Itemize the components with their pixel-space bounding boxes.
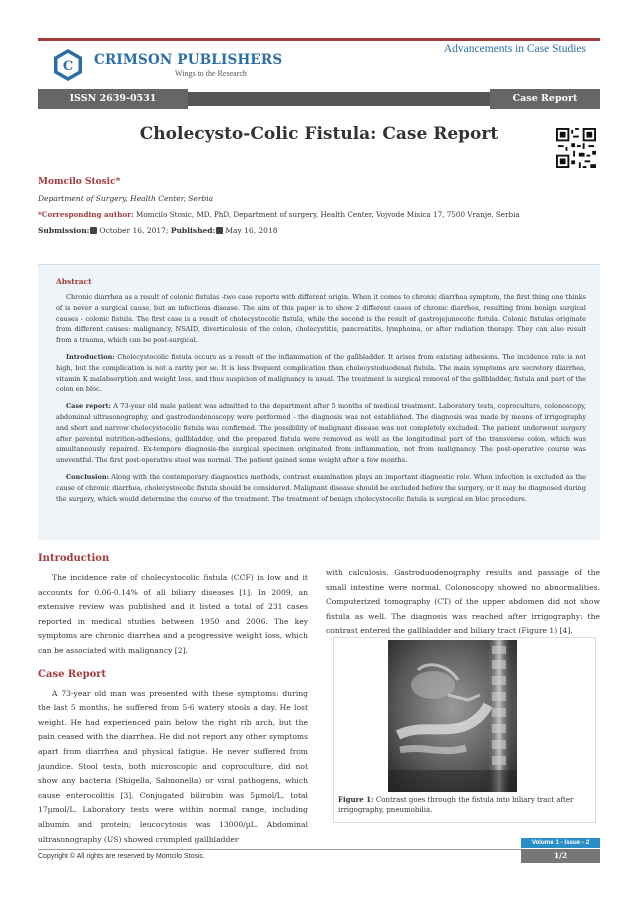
article-dates [38,226,278,235]
calendar-icon [216,227,223,234]
publisher-tagline: Wings to the Research [175,69,247,78]
case-report-text: A 73-year old man was presented with these symptoms: during the last 5 months, he suffered from 5-6 watery stools a day. He lost weight. He had experienced pain below the right rib arch, but the pain ceased with the diarrhea. He did not report any other symptoms apart from diarrhea and physical fatigue. He never suffered from jaundice. Stool tests, both microscopic and coproculture, did not show any bacteria (Shigella, Salmonella) or viral pathogens, which cause enterocolitis [3]. Conjugated bilirubin was 5µmol/L, total 17µmol/L. Laboratory tests were within normal range, including albumin and protein; leucocytosis was 13000/µL. Abdominal ultrasonography (US) showed crumpled gallbladder [38,688,308,844]
qr-code-icon [556,128,596,168]
crimson-logo-icon [52,48,84,82]
corresponding-author-label: *Corresponding author: [38,210,134,219]
abstract-conclusion-text: Along with the contemporary diagnostics methods, contrast examination plays an important diagnostic role. When infection is excluded as the cause of chronic diarrhea, cholecystocolic fistula should be considered. Malignant disease should be excluded before the surgery, or it may be diagnosed during the surgery, which would determine the course of the treatment. The treatment of benign cholecystocolic fistula is surgical en bloc procedure. [56,472,586,503]
left-column [38,553,308,847]
submission-label: Submission: [38,226,90,235]
publisher-name: CRIMSON PUBLISHERS [94,52,283,68]
svg-text:C: C [62,59,74,74]
published-date: May 16, 2018 [225,226,278,235]
corresponding-author-text: Momcilo Stosic, MD, PhD, Department of surgery, Health Center, Vojvode Misica 17, 7500 Vranje, Serbia [135,210,520,219]
journal-name: Advancements in Case Studies [443,43,586,55]
abstract-heading: Abstract [56,277,92,286]
xray-figure-image [388,640,517,792]
page-number: 1/2 [521,849,600,863]
submission-date: October 16, 2017; [99,226,169,235]
figure-label: Figure 1: [338,795,374,804]
abstract-conclusion-label: Conclusion: [66,472,109,481]
author-name: Momcilo Stosic* [38,177,121,187]
case-report-heading: Case Report [38,668,107,680]
corresponding-author [38,210,520,219]
right-column-text: with calculosis. Gastroduodenography results and passage of the small intestine were normal. Colonoscopy showed no abnormalities. Computerized tomography (CT) of the upper abdomen did not show fistula as well. The diagnosis was reached after irrigography: the contrast entered the gallbladder and biliary tract (Figure 1) [4]. [326,568,600,636]
abstract-body [56,292,586,510]
figure-caption-text: Contrast goes through the fistula into biliary tract after irrigography, pneumobilia. [338,796,574,814]
introduction-heading: Introduction [38,553,110,564]
abstract-case-label: Case report: [66,402,111,411]
author-affiliation: Department of Surgery, Health Center, Serbia [38,194,214,203]
abstract-paragraph [56,401,586,466]
issn-label: ISSN 2639-0531 [38,89,188,109]
article-type-label: Case Report [490,89,600,109]
volume-issue-badge: Volume 1 - Issue - 2 [521,838,600,848]
calendar-icon [90,227,97,234]
abstract-paragraph [56,352,586,395]
copyright-text: Copyright © All rights are reserved by Momcilo Stosic. [38,853,205,860]
right-column [326,566,600,639]
published-label: Published: [170,226,216,235]
introduction-text: The incidence rate of cholecystocolic fistula (CCF) is low and it accounts for 0.06-0.14% of all biliary diseases [1]. In 2009, an extensive review was published and it listed a total of 231 cases reported in medical studies between 1950 and 2006. The key symptoms are chronic diarrhea and a progressive weight loss, which can be associated with malignancy [2]. [38,573,308,655]
abstract-case-text: A 73-year old male patient was admitted to the department after 5 months of medical treatment. Laboratory tests, coproculture, colonoscopy, abdominal ultrasonography, and gastroduodenoscopy were performed - the diagnosis was not established. The diagnosis was made by means of irrigography and short and narrow cholecystocolic fistula was confirmed. The possibility of malignant disease was not completely excluded. The patient underwent surgery after parental nutrition-adhesions, gallbladder, and the prepared fistula were removed as well as the longitudinal part of the transverse colon, which was simultaneously repaired. Ex-tempore diagnosis-the surgical specimen originated from inflammation, not from malignancy. The post-operative course was uneventful. The first post-operative stool was normal. The patient gained some weight after a few months. [56,402,586,465]
abstract-paragraph: Chronic diarrhea as a result of colonic fistulas -two case reports with different origin. When it comes to chronic diarrhea symptom, the first thing one thinks of is never a surgical cause, but an infectious disease. The aim of this paper is to show 2 different cases of chronic diarrhea, resulting from benign surgical causes - colonic fistula. The first case is a result of cholecystocolic fistula, while the second is the result of gastrojejunocolic fistula. Colonic fistulas originate from different causes: malignancy, NSAID, diverticulosis of the colon, cholecystitis, pancreatitis, lymphoma, or after radiation therapy. They can also result from a trauma, which can be post-surgical. [56,293,586,345]
abstract-intro-label: Introduction: [66,352,115,361]
footer-rule [38,849,600,850]
figure-caption [338,795,593,815]
article-title: Cholecysto-Colic Fistula: Case Report [139,124,499,144]
abstract-intro-text: Cholecystocolic fistula occurs as a result of the inflammation of the gallbladder. It arises from existing adhesions. The incidence rate is not high, but the complication is not a rarity per se. It is less frequent complication than cholecystoduodenal fistula. The main symptoms are secretory diarrhea, vitamin K malabsorption and weight loss, and thus suspicion of malignancy is usual. The treatment is surgical removal of the gallbladder, fistula and part of the colon en bloc. [56,352,586,394]
abstract-paragraph [56,472,586,504]
header-top-rule [38,38,600,41]
